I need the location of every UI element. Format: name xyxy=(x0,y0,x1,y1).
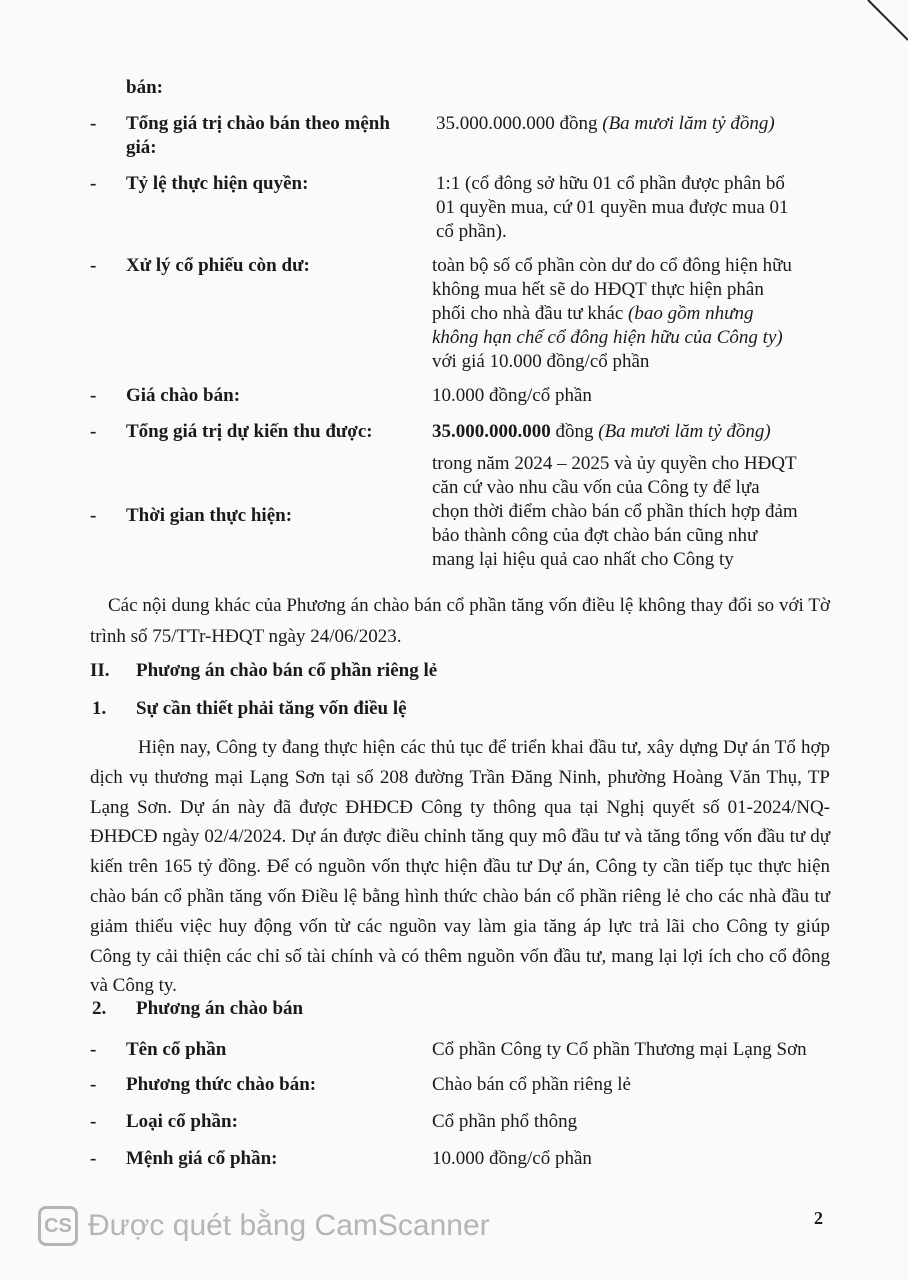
watermark-text: Được quét bằng CamScanner xyxy=(88,1209,490,1242)
bullet-dash: - xyxy=(90,385,97,406)
row-label: Loại cổ phần: xyxy=(126,1111,238,1132)
subsection-title-1: Sự cần thiết phải tăng vốn điều lệ xyxy=(136,698,407,719)
row-value: 10.000 đồng/cổ phần xyxy=(432,385,592,406)
row-value: 35.000.000.000 đồng (Ba mươi lăm tỷ đồng) xyxy=(436,113,775,134)
row-label: bán: xyxy=(126,77,163,98)
row-label: Giá chào bán: xyxy=(126,385,241,406)
row-label: Tỷ lệ thực hiện quyền: xyxy=(126,173,309,194)
bullet-dash: - xyxy=(90,1039,97,1060)
capital-increase-paragraph: Hiện nay, Công ty đang thực hiện các thủ tục để triển khai đầu tư, xây dựng Dự án Tổ hợp dịch vụ thương mại Lạng Sơn tại số 208 đường Trần Đăng Ninh, phường Hoàng Văn Thụ, TP Lạng Sơn. Dự án này đã được ĐHĐCĐ Công ty thông qua tại Nghị quyết số 01-2024/NQ-ĐHĐCĐ ngày 02/4/2024. Dự án được điều chỉnh tăng quy mô đầu tư và tăng tổng vốn đầu tư dự kiến trên 165 tỷ đồng. Để có nguồn vốn thực hiện đầu tư Dự án, Công ty cần tiếp tục thực hiện chào bán cổ phần tăng vốn Điều lệ bằng hình thức chào bán cổ phần riêng lẻ cho các nhà đầu tư giảm thiểu việc huy động vốn từ các nguồn vay làm gia tăng áp lực trả lãi cho Công ty giúp Công ty cải thiện các chỉ số tài chính và có thêm nguồn vốn đầu tư, mang lại lợi ích cho cổ đông và Công ty. xyxy=(90,737,830,997)
bullet-dash: - xyxy=(90,505,97,526)
bullet-dash: - xyxy=(90,255,97,276)
subsection-number-2: 2. xyxy=(92,998,107,1019)
section-title-ii: Phương án chào bán cổ phần riêng lẻ xyxy=(136,660,438,681)
section-heading-ii: II. xyxy=(90,660,110,681)
bullet-dash: - xyxy=(90,173,97,194)
scan-edge-line xyxy=(848,0,908,50)
row-value: 1:1 (cổ đông sở hữu 01 cổ phần được phân bổ 01 quyền mua, cứ 01 quyền mua được mua 01 cổ phần). xyxy=(436,173,789,242)
bullet-dash: - xyxy=(90,1074,97,1095)
page-number: 2 xyxy=(814,1208,823,1228)
row-label: Mệnh giá cổ phần: xyxy=(126,1148,278,1169)
offer-row-implementation-time xyxy=(0,452,908,582)
row-label: Xử lý cổ phiếu còn dư: xyxy=(126,255,310,276)
row-value: Cổ phần Công ty Cổ phần Thương mại Lạng Sơn xyxy=(432,1039,807,1060)
row-value: Cổ phần phổ thông xyxy=(432,1111,578,1132)
row-value: Chào bán cổ phần riêng lẻ xyxy=(432,1074,631,1095)
camscanner-watermark xyxy=(38,1206,490,1246)
row-value: toàn bộ số cổ phần còn dư do cổ đông hiện hữu không mua hết sẽ do HĐQT thực hiện phân phối cho nhà đầu tư khác (bao gồm nhưng không hạn chế cổ đông hiện hữu của Công ty) với giá 10.000 đồng/cổ phần xyxy=(432,255,792,372)
row-label: Tổng giá trị dự kiến thu được: xyxy=(126,421,373,442)
row-value: trong năm 2024 – 2025 và ủy quyền cho HĐQT căn cứ vào nhu cầu vốn của Công ty để lựa chọn thời điểm chào bán cổ phần thích hợp đảm bảo thành công của đợt chào bán cũng như mang lại hiệu quả cao nhất cho Công ty xyxy=(432,453,798,570)
subsection-number-1: 1. xyxy=(92,698,107,719)
bullet-dash: - xyxy=(90,1148,97,1169)
bullet-dash: - xyxy=(90,1111,97,1132)
row-label: Tổng giá trị chào bán theo mệnh giá: xyxy=(126,113,390,158)
subsection-title-2: Phương án chào bán xyxy=(136,998,304,1019)
row-value: 10.000 đồng/cổ phần xyxy=(432,1148,592,1169)
row-label: Thời gian thực hiện: xyxy=(126,505,293,526)
row-value: 35.000.000.000 đồng (Ba mươi lăm tỷ đồng) xyxy=(432,421,771,442)
row-label: Tên cổ phần xyxy=(126,1039,227,1060)
other-content-paragraph: Các nội dung khác của Phương án chào bán cổ phần tăng vốn điều lệ không thay đổi so với Tờ trình số 75/TTr-HĐQT ngày 24/06/2023. xyxy=(90,595,830,647)
bullet-dash: - xyxy=(90,421,97,442)
camscanner-icon: CS xyxy=(38,1206,78,1246)
bullet-dash: - xyxy=(90,113,97,134)
row-label: Phương thức chào bán: xyxy=(126,1074,317,1095)
